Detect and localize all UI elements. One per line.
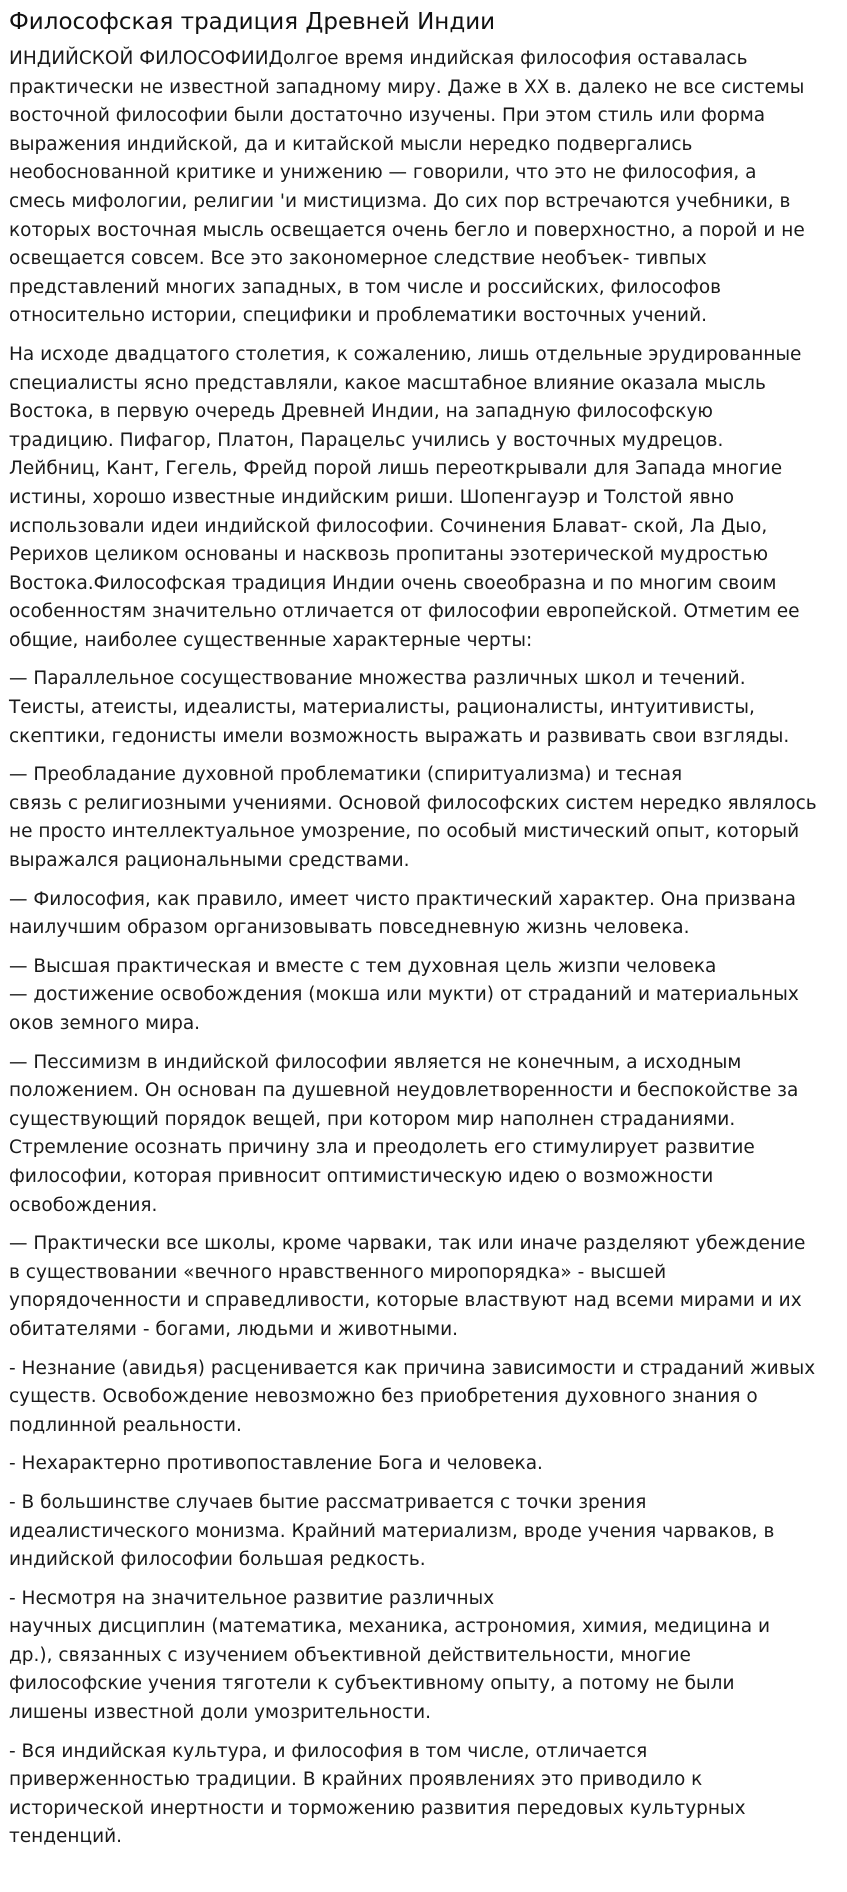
paragraph-line: выражался рациональными средствами. — [9, 850, 410, 872]
paragraph-line: идеалистического монизма. Крайний материализм, вроде учения чарваков, в — [9, 1520, 775, 1542]
paragraph-line: Теисты, атеисты, идеалисты, материалисты, рационалисты, интуитивисты, — [9, 697, 755, 719]
paragraph-line: существ. Освобождение невозможно без приобретения духовного знания о — [9, 1386, 758, 1408]
paragraph-line: освобождения. — [9, 1194, 158, 1216]
paragraph-line: философии, которая привносит оптимистическую идею о возможности — [9, 1165, 714, 1187]
paragraph-line: индийской философии большая редкость. — [9, 1549, 426, 1571]
paragraph-line: практически не известной западному миру. Даже в XX в. далеко не все системы — [9, 76, 805, 98]
paragraph-line: приверженностью традиции. В крайних проявлениях это приводило к — [9, 1769, 703, 1791]
paragraph-line: лишены известной доли умозрительности. — [9, 1702, 431, 1724]
paragraph-line: истины, хорошо известные индийским риши. Шопенгауэр и Толстой явно — [9, 486, 735, 508]
paragraph-line: упорядоченности и справедливости, которые властвуют над всеми мирами и их — [9, 1290, 802, 1312]
paragraph-line: относительно истории, специфики и проблематики восточных учений. — [9, 305, 707, 327]
paragraph — [9, 45, 836, 331]
paragraph-line: скептики, гедонисты имели возможность выражать и развивать свои взгляды. — [9, 725, 790, 747]
document-title: Философская традиция Древней Индии — [9, 9, 496, 35]
paragraph — [9, 1585, 836, 1728]
paragraph — [9, 665, 836, 751]
paragraph-line: — Параллельное сосуществование множества различных школ и течений. — [9, 668, 746, 690]
paragraph-line: наилучшим образом организовывать повседневную жизнь человека. — [9, 917, 690, 939]
paragraph-line: На исходе двадцатого столетия, к сожалению, лишь отдельные эрудированные — [9, 343, 802, 365]
paragraph-line: Стремление осознать причину зла и преодолеть его стимулирует развитие — [9, 1137, 755, 1159]
paragraph-line: выражения индийской, да и китайской мысли нередко подвергались — [9, 133, 693, 155]
paragraph-line: смесь мифологии, религии 'и мистицизма. До сих пор встречаются учебники, в — [9, 190, 791, 212]
paragraph-line: - Нехарактерно противопоставление Бога и человека. — [9, 1453, 543, 1475]
paragraph-line: — Преобладание духовной проблематики (спиритуализма) и тесная — [9, 764, 683, 786]
paragraph-line: Востока, в первую очередь Древней Индии, на западную философскую — [9, 401, 713, 423]
paragraph-line: особенностям значительно отличается от философии европейской. Отметим ее — [9, 601, 800, 623]
paragraph-line: существующий порядок вещей, при котором мир наполнен страданиями. — [9, 1108, 736, 1130]
paragraph-line: оков земного мира. — [9, 1013, 201, 1034]
paragraph-line: - Несмотря на значительное развитие различных — [9, 1587, 495, 1609]
paragraph-line: — Практически все школы, кроме чарваки, так или иначе разделяют убеждение — [9, 1233, 806, 1255]
paragraph — [9, 761, 836, 875]
paragraph-line: — Философия, как правило, имеет чисто практический характер. Она призвана — [9, 888, 796, 910]
paragraph-line: представлений многих западных, в том числе и российских, философов — [9, 276, 722, 298]
paragraph-line: которых восточная мысль освещается очень бегло и поверхностно, а порой и не — [9, 219, 805, 241]
paragraph-line: др.), связанных с изучением объективной действительности, многие — [9, 1644, 691, 1666]
paragraph — [9, 1049, 836, 1221]
paragraph-line: обитателями - богами, людьми и животными. — [9, 1318, 459, 1340]
paragraph-line: — Высшая практическая и вместе с тем духовная цель жизпи человека — [9, 955, 717, 977]
paragraph — [9, 886, 836, 943]
paragraph-line: общие, наиболее существенные характерные черты: — [9, 629, 533, 651]
paragraph-line: не просто интеллектуальное умозрение, по особый мистический опыт, который — [9, 821, 800, 843]
paragraph-line: необоснованной критике и унижению — говорили, что это не философия, а — [9, 162, 757, 184]
paragraph — [9, 1738, 836, 1852]
paragraph-line: освещается совсем. Все это закономерное следствие необъек- тивпых — [9, 248, 707, 270]
paragraph-line: - Вся индийская культура, и философия в том числе, отличается — [9, 1740, 648, 1762]
paragraph — [9, 1355, 836, 1441]
paragraph — [9, 953, 836, 1039]
paragraph-line: в существовании «вечного нравственного миропорядка» - высшей — [9, 1261, 667, 1283]
paragraph-line: - В большинстве случаев бытие рассматривается с точки зрения — [9, 1491, 647, 1513]
paragraph — [9, 1489, 836, 1575]
paragraph-line: Рерихов целиком основаны и насквозь пропитаны эзотерической мудростью — [9, 544, 769, 566]
paragraph-line: специалисты ясно представляли, какое масштабное влияние оказала мысль — [9, 372, 766, 394]
paragraph — [9, 341, 836, 656]
paragraph-line: Востока.Философская традиция Индии очень своеобразна и по многим своим — [9, 572, 777, 594]
paragraph-line: философские учения тяготели к субъективному опыту, а потому не были — [9, 1673, 735, 1695]
paragraph-line: исторической инертности и торможению развития передовых культурных — [9, 1797, 746, 1819]
paragraph-line: — Пессимизм в индийской философии является не конечным, а исходным — [9, 1051, 742, 1073]
paragraph-line: ИНДИЙСКОЙ ФИЛОСОФИИДолгое время индийская философия оставалась — [9, 48, 748, 69]
paragraph-line: научных дисциплин (математика, механика, астрономия, химия, медицина и — [9, 1616, 770, 1638]
paragraph-line: - Незнание (авидья) расценивается как причина зависимости и страданий живых — [9, 1357, 816, 1379]
paragraph — [9, 1230, 836, 1344]
paragraph-line: подлинной реальности. — [9, 1414, 242, 1436]
paragraph-line: тенденций. — [9, 1826, 123, 1848]
paragraph-line: — достижение освобождения (мокша или мукти) от страданий и материальных — [9, 984, 799, 1006]
paragraph — [9, 1450, 836, 1479]
paragraph-line: положением. Он основан па душевной неудовлетворенности и беспокойстве за — [9, 1080, 799, 1102]
document-body — [9, 45, 836, 1852]
paragraph-line: традицию. Пифагор, Платон, Парацельс учились у восточных мудрецов. — [9, 429, 724, 451]
paragraph-line: Лейбниц, Кант, Гегель, Фрейд порой лишь переоткрывали для Запада многие — [9, 458, 783, 480]
paragraph-line: связь с религиозными учениями. Основой философских систем нередко являлось — [9, 792, 817, 814]
paragraph-line: восточной философии были достаточно изучены. При этом стиль или форма — [9, 105, 766, 127]
paragraph-line: использовали идеи индийской философии. Сочинения Блават- ской, Ла Дыо, — [9, 515, 768, 537]
